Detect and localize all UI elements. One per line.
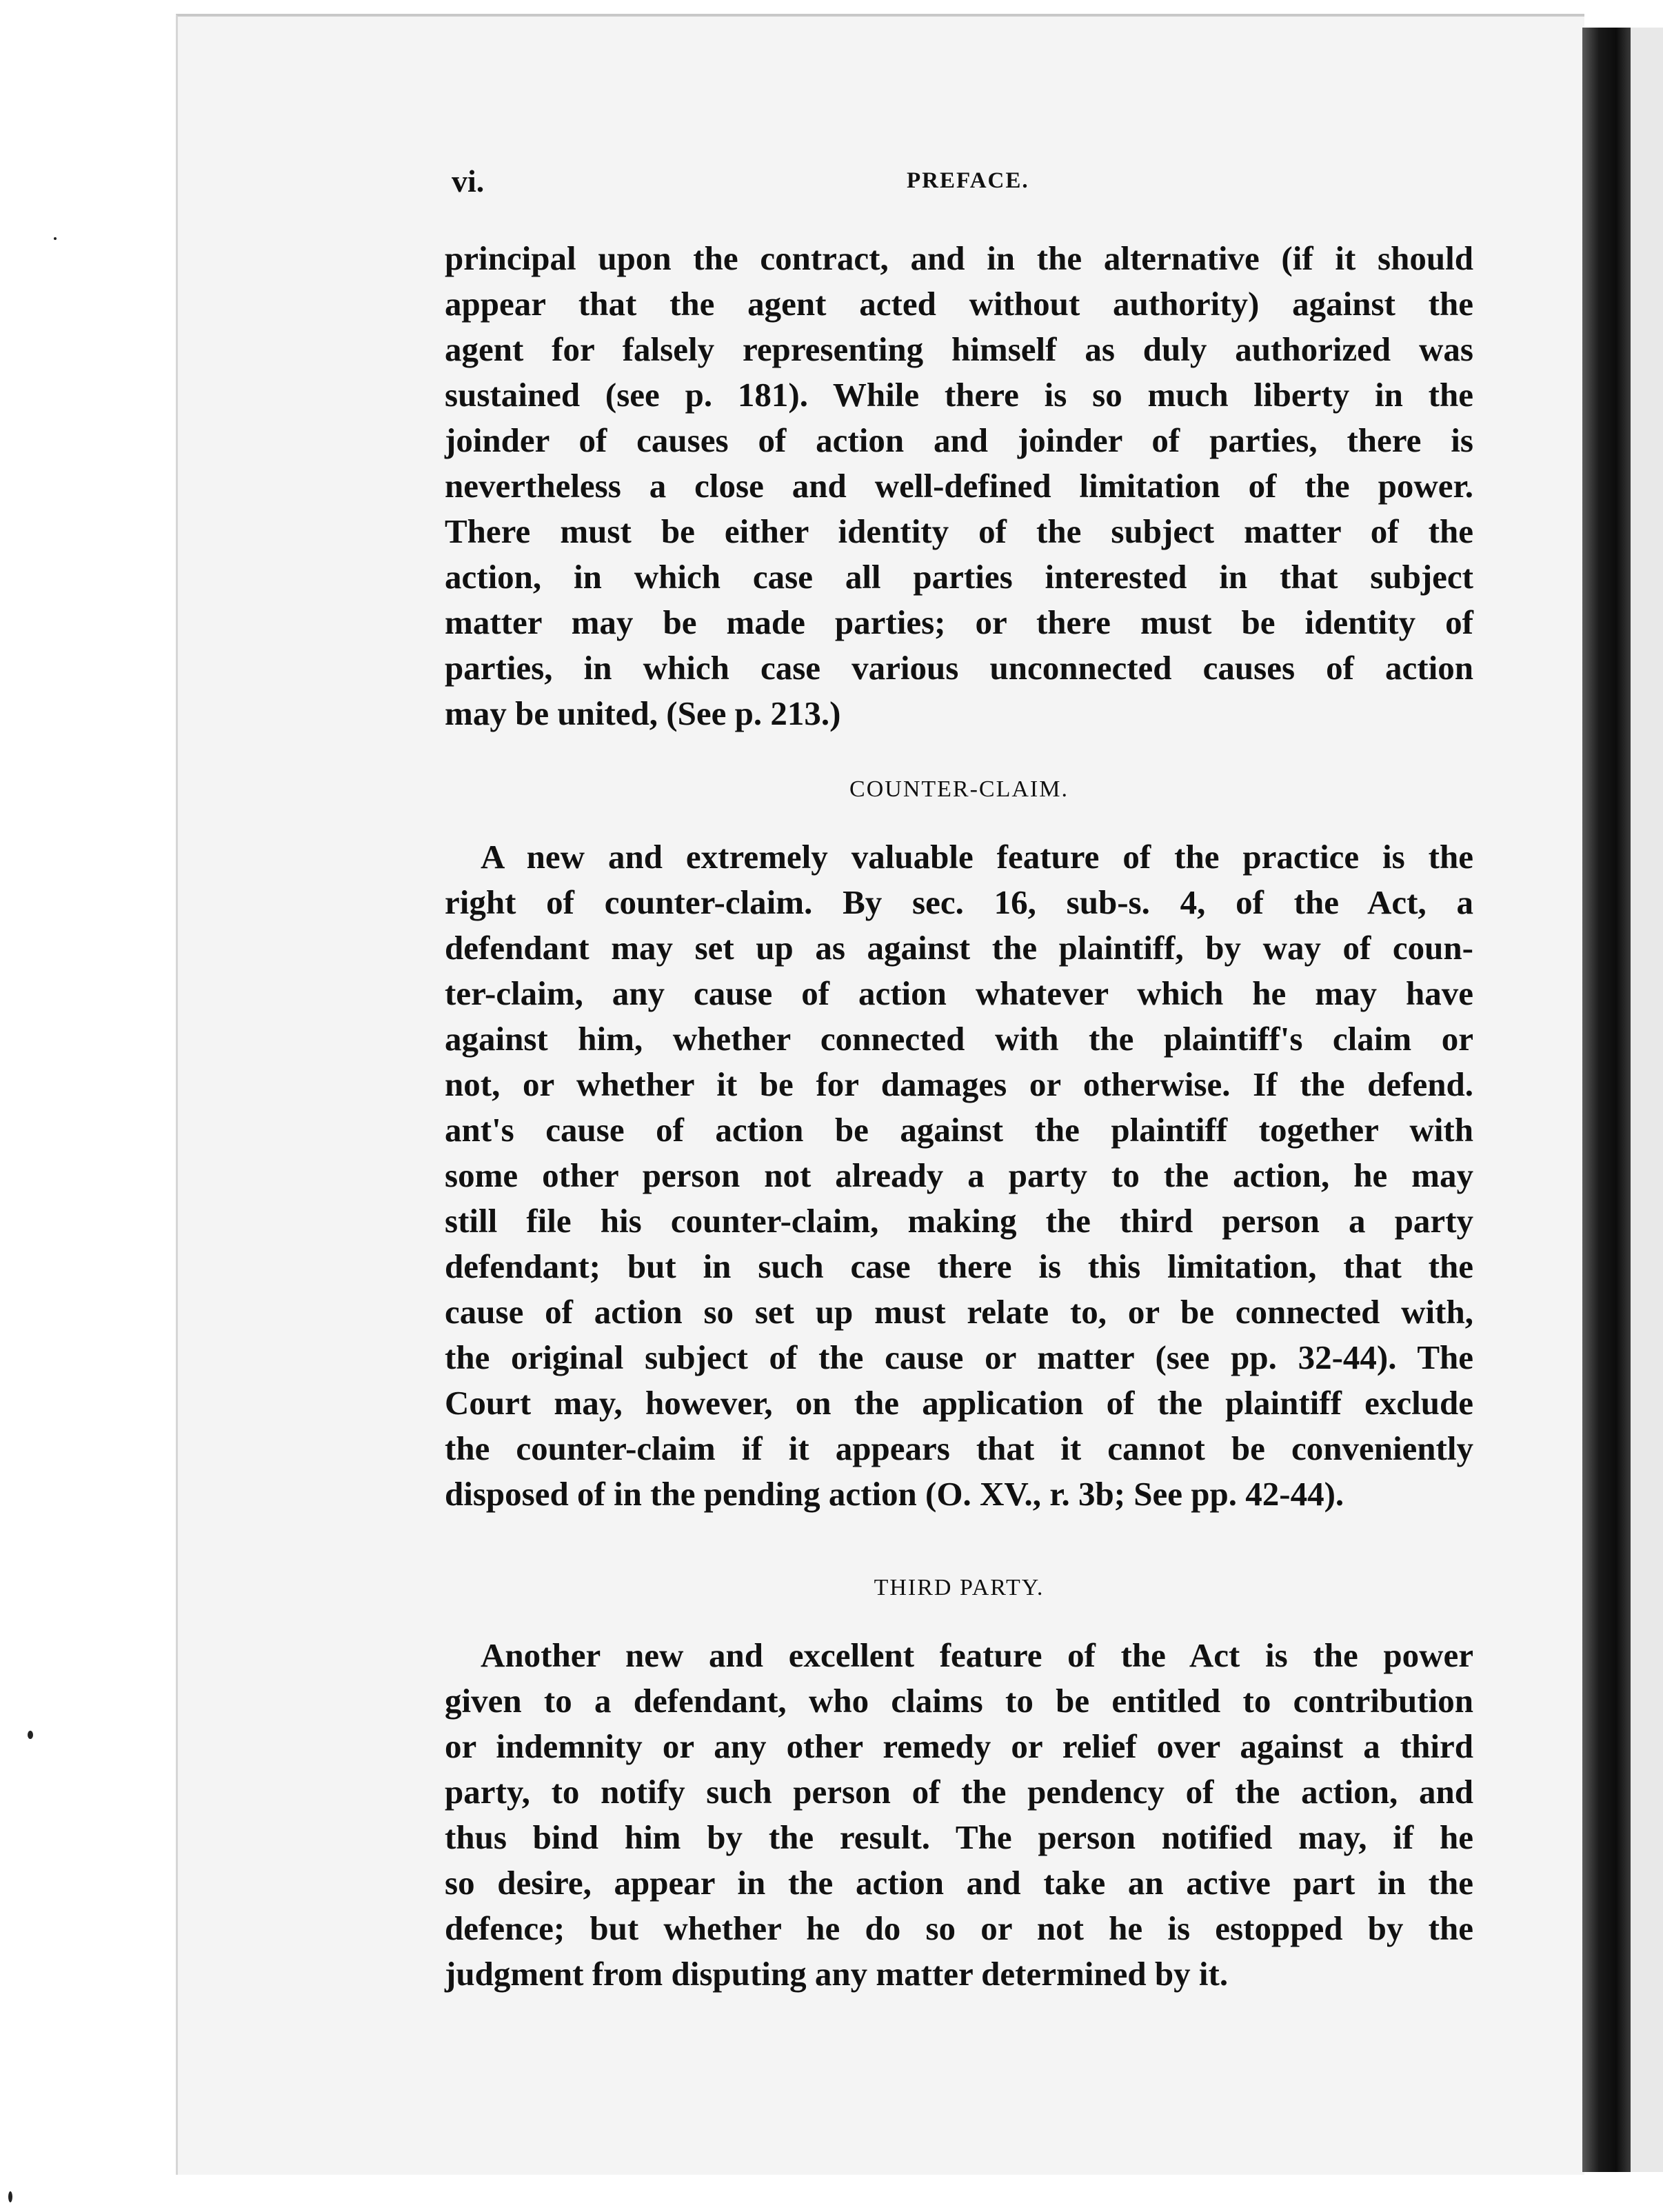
- text-line: joinder of causes of action and joinder of parties, there is: [445, 421, 1473, 459]
- text-line: defendant may set up as against the plaintiff, by way of coun-: [445, 929, 1473, 967]
- scan-speck: [54, 237, 57, 240]
- intro-paragraph: [445, 236, 1473, 736]
- text-line: thus bind him by the result. The person notified may, if he: [445, 1818, 1473, 1856]
- text-line: appear that the agent acted without authority) against the: [445, 285, 1473, 323]
- text-line: or indemnity or any other remedy or relief over against a third: [445, 1727, 1473, 1765]
- text-line: nevertheless a close and well-defined limitation of the power.: [445, 467, 1473, 505]
- facing-page-edge: [1631, 28, 1663, 2172]
- text-line: Another new and excellent feature of the Act is the power: [481, 1636, 1473, 1674]
- text-line: cause of action so set up must relate to, or be connected with,: [445, 1293, 1473, 1331]
- text-line: some other person not already a party to the action, he may: [445, 1156, 1473, 1194]
- text-line: may be united, (See p. 213.): [445, 694, 841, 732]
- text-line: against him, whether connected with the plaintiff's claim or: [445, 1020, 1473, 1058]
- text-line: defence; but whether he do so or not he is estopped by the: [445, 1909, 1473, 1947]
- text-line: not, or whether it be for damages or otherwise. If the defend.: [445, 1065, 1473, 1103]
- scan-speck: [8, 2191, 12, 2202]
- third-party-paragraph: [445, 1633, 1473, 1997]
- text-line: defendant; but in such case there is this limitation, that the: [445, 1247, 1473, 1285]
- section-heading-counter-claim: COUNTER-CLAIM.: [849, 776, 1069, 802]
- scan-speck: [28, 1731, 33, 1739]
- text-line: principal upon the contract, and in the alternative (if it should: [445, 239, 1473, 277]
- text-line: disposed of in the pending action (O. XV., r. 3b; See pp. 42-44).: [445, 1475, 1344, 1513]
- page-binding-shadow: [1582, 28, 1631, 2172]
- running-head: [452, 163, 1472, 204]
- text-line: ter-claim, any cause of action whatever which he may have: [445, 974, 1473, 1012]
- counter-claim-paragraph: [445, 834, 1473, 1517]
- section-heading-third-party: THIRD PARTY.: [874, 1575, 1045, 1600]
- text-line: judgment from disputing any matter determined by it.: [445, 1955, 1229, 1993]
- text-line: ant's cause of action be against the plaintiff together with: [445, 1111, 1473, 1149]
- text-line: A new and extremely valuable feature of the practice is the: [481, 838, 1473, 876]
- running-title: PREFACE.: [907, 168, 1029, 193]
- text-line: the original subject of the cause or matter (see pp. 32-44). The: [445, 1338, 1473, 1376]
- text-line: matter may be made parties; or there must be identity of: [445, 603, 1473, 641]
- text-line: so desire, appear in the action and take an active part in the: [445, 1864, 1473, 1902]
- text-line: sustained (see p. 181). While there is so much liberty in the: [445, 376, 1473, 414]
- text-line: party, to notify such person of the pendency of the action, and: [445, 1773, 1473, 1811]
- page-number: vi.: [452, 163, 485, 199]
- text-line: right of counter-claim. By sec. 16, sub-s. 4, of the Act, a: [445, 883, 1473, 921]
- text-line: action, in which case all parties interested in that subject: [445, 558, 1473, 596]
- text-line: Court may, however, on the application of the plaintiff exclude: [445, 1384, 1473, 1422]
- text-line: the counter-claim if it appears that it cannot be conveniently: [445, 1429, 1473, 1467]
- text-line: agent for falsely representing himself as duly authorized was: [445, 330, 1473, 368]
- text-line: parties, in which case various unconnected causes of action: [445, 649, 1473, 687]
- text-line: There must be either identity of the subject matter of the: [445, 512, 1473, 550]
- text-line: given to a defendant, who claims to be entitled to contribution: [445, 1682, 1473, 1720]
- text-line: still file his counter-claim, making the third person a party: [445, 1202, 1473, 1240]
